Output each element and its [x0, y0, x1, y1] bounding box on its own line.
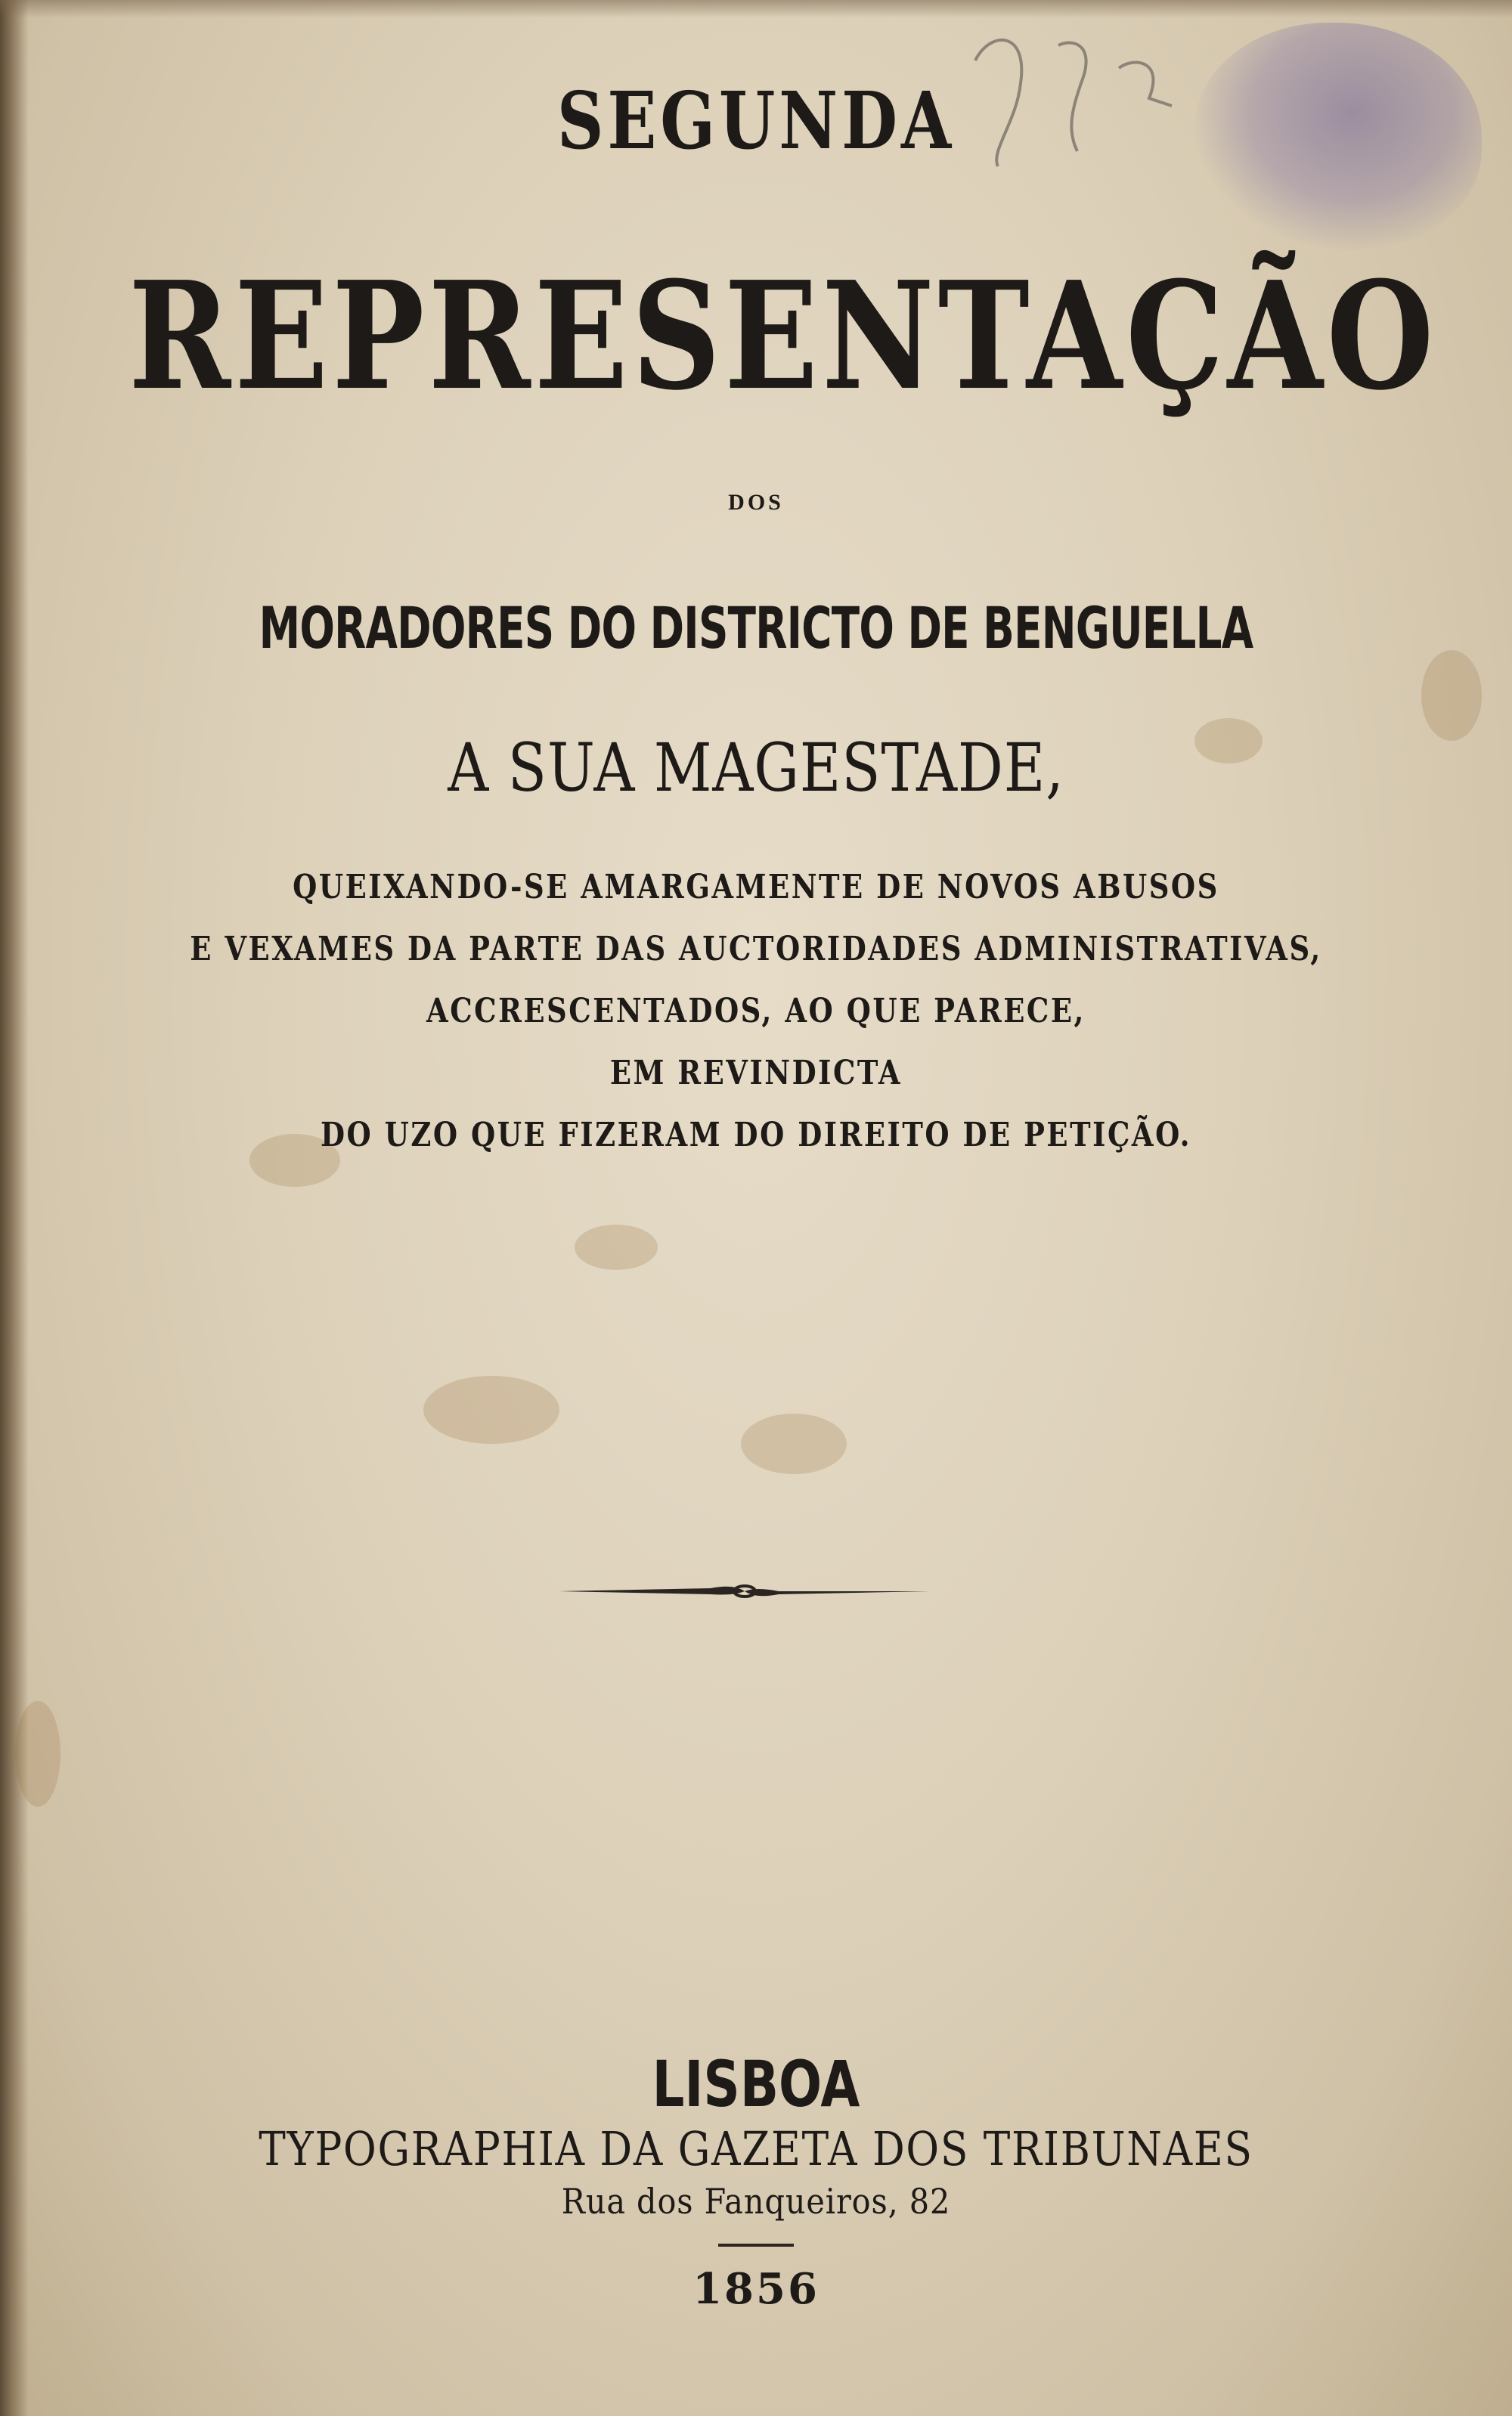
- title-line-2: REPRESENTAÇÃO: [129, 249, 1438, 423]
- foxing-stain: [1421, 650, 1482, 741]
- title-line-1: SEGUNDA: [556, 74, 956, 167]
- page-edge-shadow: [0, 0, 29, 2416]
- description-line-1: QUEIXANDO-SE AMARGAMENTE DE NOVOS ABUSOS: [293, 868, 1219, 906]
- imprint-printer: TYPOGRAPHIA DA GAZETA DOS TRIBUNAES: [259, 2121, 1253, 2176]
- description-line-3: ACCRESCENTADOS, AO QUE PARECE,: [426, 992, 1086, 1030]
- imprint-divider: [718, 2244, 794, 2247]
- imprint-year: 1856: [692, 2264, 820, 2314]
- connector-word: DOS: [728, 490, 784, 515]
- ornamental-rule: [559, 1576, 930, 1606]
- subject-heading: MORADORES DO DISTRICTO DE BENGUELLA: [259, 594, 1253, 661]
- foxing-stain: [741, 1414, 847, 1474]
- description-line-5: DO UZO QUE FIZERAM DO DIREITO DE PETIÇÃO.: [320, 1116, 1192, 1154]
- foxing-stain: [15, 1701, 60, 1807]
- addressee-heading: A SUA MAGESTADE,: [448, 729, 1064, 807]
- foxing-stain: [423, 1376, 559, 1444]
- description-line-4: EM REVINDICTA: [609, 1054, 903, 1092]
- imprint-address: Rua dos Fanqueiros, 82: [561, 2181, 951, 2222]
- description-line-2: E VEXAMES DA PARTE DAS AUCTORIDADES ADMINISTRATIVAS,: [190, 930, 1322, 968]
- foxing-stain: [575, 1225, 658, 1270]
- page-top-shadow: [0, 0, 1512, 18]
- imprint-city: LISBOA: [652, 2047, 860, 2121]
